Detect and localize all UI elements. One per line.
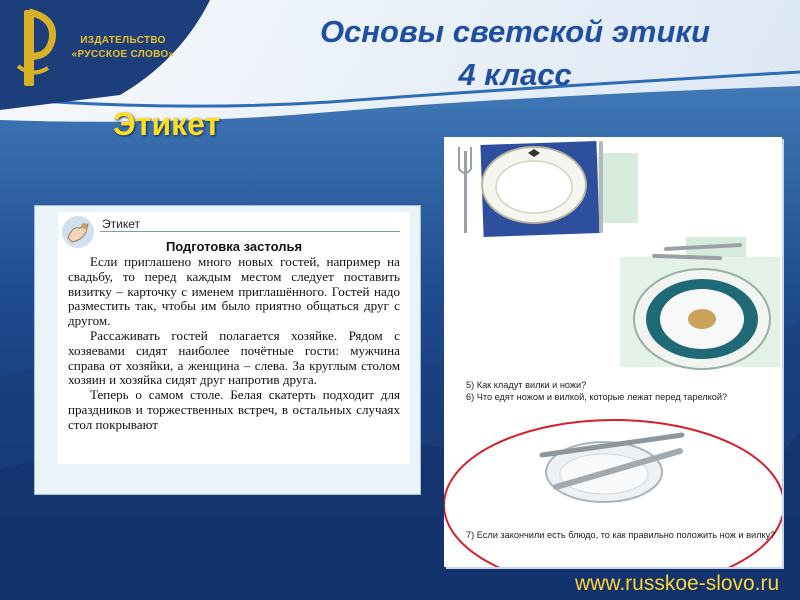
textbook-text <box>68 255 400 433</box>
finished-meal-plate-illustration <box>542 435 682 502</box>
question-7: 7) Если закончили есть блюдо, то как правильно положить нож и вилку? <box>466 530 776 540</box>
publisher-name <box>58 34 188 62</box>
textbook-header: Этикет <box>102 217 140 231</box>
textbook-header-rule <box>100 231 400 232</box>
publisher-line1: ИЗДАТЕЛЬСТВО <box>80 35 166 46</box>
question-6: 6) Что едят ножом и вилкой, которые лежат перед тарелкой? <box>466 392 728 402</box>
table-setting-illustrations <box>444 137 782 567</box>
textbook-paragraph: Теперь о самом столе. Белая скатерть подходит для праздников и торжественных встреч, в остальных случаях стол покрывают <box>68 387 400 432</box>
section-title: Этикет <box>113 106 221 142</box>
plate-on-napkin-illustration <box>459 141 638 237</box>
green-plate-illustration <box>620 237 780 369</box>
question-5: 5) Как кладут вилки и ножи? <box>466 380 587 390</box>
footer-url[interactable]: www.russkoe-slovo.ru <box>575 572 780 595</box>
textbook-subtitle: Подготовка застолья <box>165 239 303 254</box>
textbook-paragraph: Если приглашено много новых гостей, например на свадьбу, то перед каждым местом следует поставить визитку – карточку с именем приглашённого. Гостей надо разместить так, чтобы им было приятно общаться друг с другом. <box>68 254 400 329</box>
page-title: Основы светской этики <box>319 14 711 49</box>
page-subtitle: 4 класс <box>458 57 572 92</box>
publisher-logo <box>12 6 58 90</box>
publisher-line2: «РУССКОЕ СЛОВО» <box>71 49 175 60</box>
textbook-paragraph: Рассаживать гостей полагается хозяйке. Рядом с хозяевами сидят наиболее почётные гости: мужчина справа от хозяйки, а женщина – слева. За круглым столом хозяин и хозяйка сидят друг напротив друга. <box>68 327 400 388</box>
